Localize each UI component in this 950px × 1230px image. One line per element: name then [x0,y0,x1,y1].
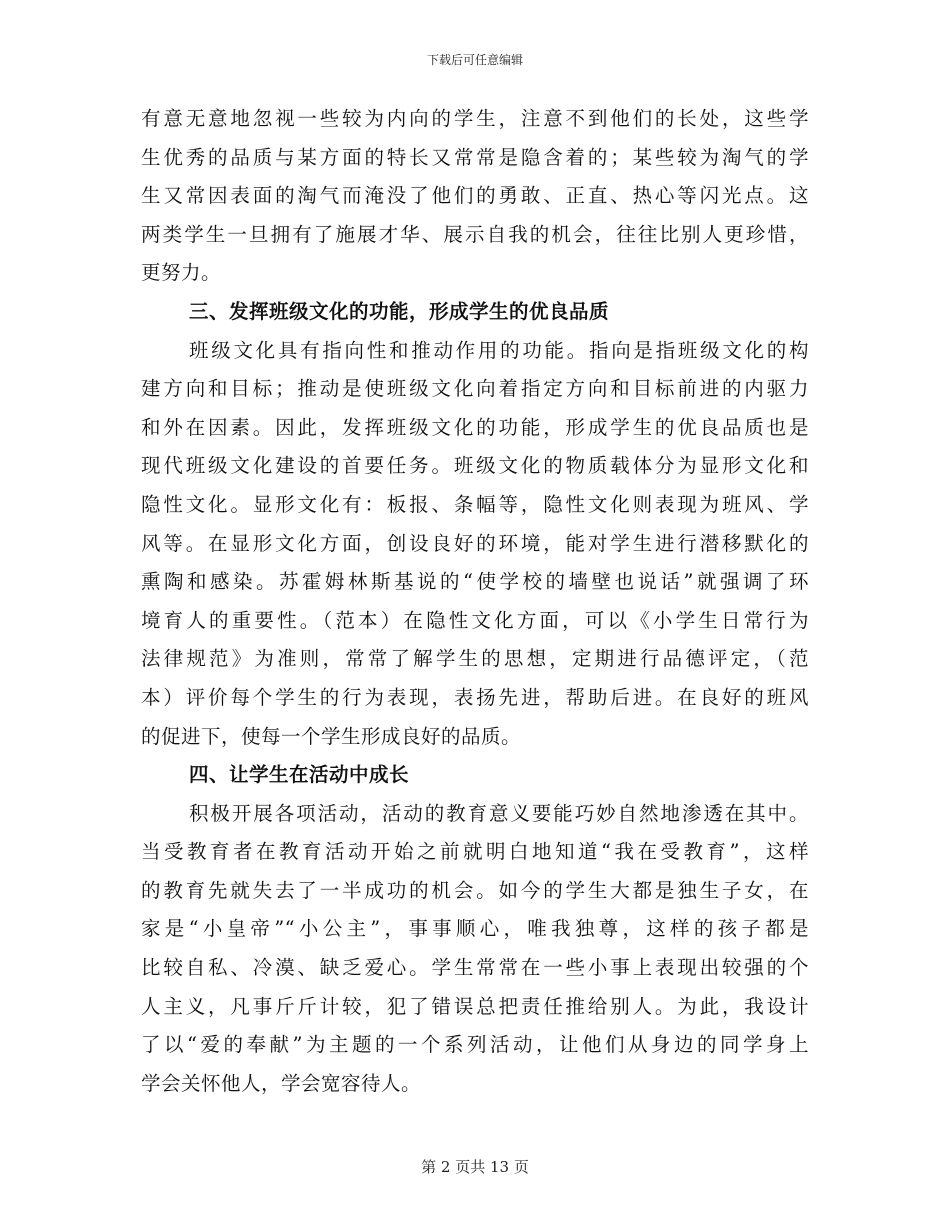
text-line: 的教育先就失去了一半成功的机会。如今的学生大都是独生子女，在 [141,878,809,902]
page-footer: 第 2 页共 13 页 [421,1158,529,1176]
text-line: 风等。在显形文化方面，创设良好的环境，能对学生进行潜移默化的 [141,531,809,555]
text-line: 生优秀的品质与某方面的特长又常常是隐含着的；某些较为淘气的学 [141,145,809,169]
text-line: 隐性文化。显形文化有：板报、条幅等，隐性文化则表现为班风、学 [141,492,809,516]
paragraph-continuation [141,100,809,293]
text-line: 现代班级文化建设的首要任务。班级文化的物质载体分为显形文化和 [141,454,809,478]
text-line: 人主义，凡事斤斤计较，犯了错误总把责任推给别人。为此，我设计 [141,994,809,1018]
text-line: 和外在因素。因此，发挥班级文化的功能，形成学生的优良品质也是 [141,415,809,439]
text-line: 本）评价每个学生的行为表现，表扬先进，帮助后进。在良好的班风 [141,685,809,709]
text-line: 更努力。 [141,261,222,285]
paragraph-section-4 [141,795,809,1104]
text-line: 法律规范》为准则，常常了解学生的思想，定期进行品德评定，（范 [141,647,809,671]
paragraph-section-3 [141,332,809,757]
section-heading-4: 四、让学生在活动中成长 [189,763,410,787]
text-line: 生又常因表面的淘气而淹没了他们的勇敢、正直、热心等闪光点。这 [141,184,809,208]
text-line: 建方向和目标；推动是使班级文化向着指定方向和目标前进的内驱力 [141,377,809,401]
page-header: 下载后可任意编辑 [426,53,523,67]
text-line: 学会关怀他人，学会宽容待人。 [141,1071,422,1095]
text-line: 积极开展各项活动，活动的教育意义要能巧妙自然地渗透在其中。 [189,801,809,825]
text-line: 家是“小皇帝”“小公主”，事事顺心，唯我独尊，这样的孩子都是 [141,917,809,941]
text-line: 的促进下，使每一个学生形成良好的品质。 [141,724,522,748]
text-line: 班级文化具有指向性和推动作用的功能。指向是指班级文化的构 [189,338,809,362]
text-line: 当受教育者在教育活动开始之前就明白地知道“我在受教育”，这样 [141,840,809,864]
section-heading-3: 三、发挥班级文化的功能，形成学生的优良品质 [189,299,610,323]
text-line: 境育人的重要性。（范本）在隐性文化方面，可以《小学生日常行为 [141,608,809,632]
text-line: 两类学生一旦拥有了施展才华、展示自我的机会，往往比别人更珍惜， [141,222,809,246]
text-line: 熏陶和感染。苏霍姆林斯基说的“使学校的墙壁也说话”就强调了环 [141,570,809,594]
text-line: 比较自私、冷漠、缺乏爱心。学生常常在一些小事上表现出较强的个 [141,956,809,980]
text-line: 了以“爱的奉献”为主题的一个系列活动，让他们从身边的同学身上 [141,1033,809,1057]
document-body [141,100,809,1103]
text-line: 有意无意地忽视一些较为内向的学生，注意不到他们的长处，这些学 [141,107,809,130]
